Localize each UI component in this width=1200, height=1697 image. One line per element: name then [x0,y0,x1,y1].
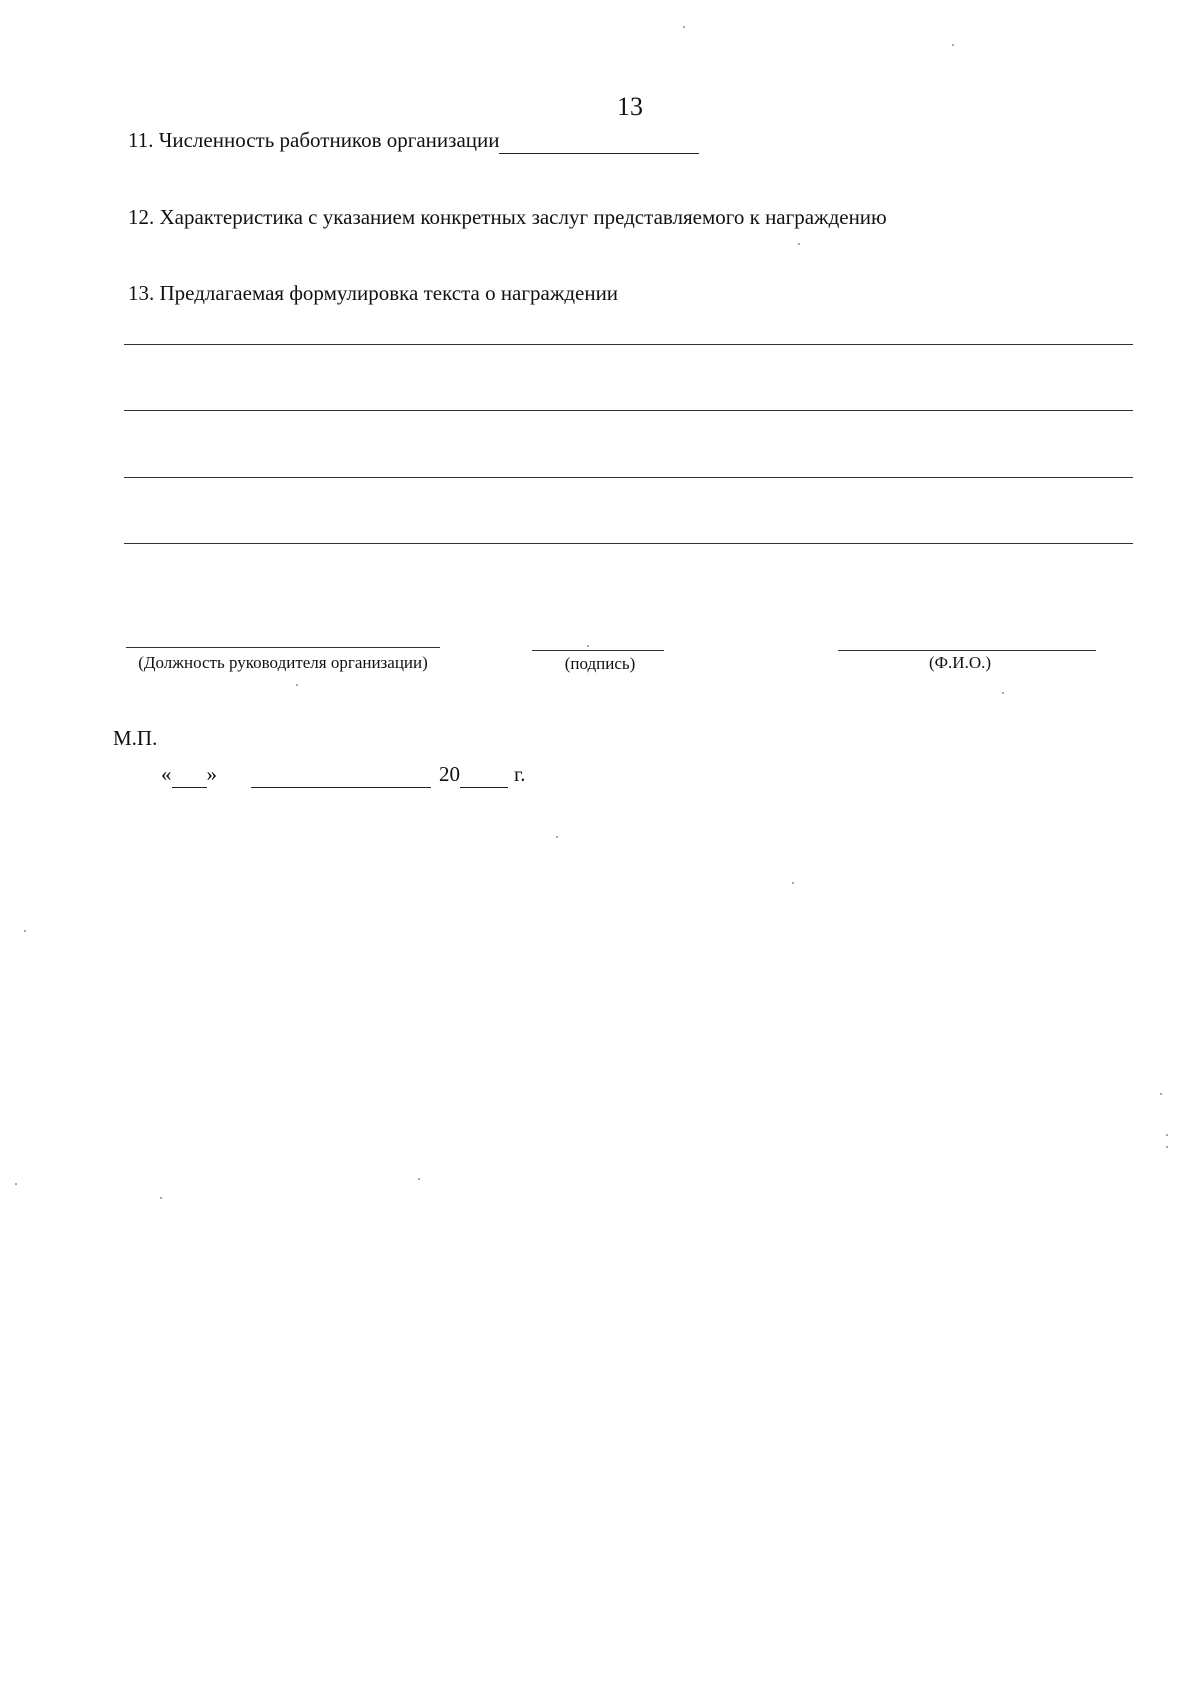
page-number: 13 [617,92,643,121]
full-name-caption: (Ф.И.О.) [928,653,992,672]
scan-speck [15,1183,17,1185]
award-wording-line-2[interactable] [124,410,1133,411]
signature-line[interactable] [532,650,664,651]
form-item-employee-count-label: 11. Численность работников организации [128,128,500,152]
scan-speck [556,836,558,838]
stamp-place-label: М.П. [113,726,158,750]
year-prefix: 20 [439,762,460,786]
scan-speck [1002,692,1004,694]
scan-speck [1160,1093,1162,1095]
award-wording-line-3[interactable] [124,477,1133,478]
scan-speck [1166,1146,1168,1148]
signature-caption: (подпись) [564,654,636,673]
award-wording-line-4[interactable] [124,543,1133,544]
date-line [161,762,526,788]
month-field[interactable] [251,762,431,788]
scan-speck [952,44,954,46]
year-suffix: г. [514,762,526,786]
year-field[interactable] [460,762,508,788]
form-item-employee-count [128,128,699,154]
scan-speck [24,930,26,932]
form-item-characteristic: 12. Характеристика с указанием конкретных заслуг представляемого к награждению [128,205,887,229]
scan-speck [160,1197,162,1199]
day-field[interactable] [172,762,207,788]
scan-speck [792,882,794,884]
scan-speck [1166,1134,1168,1136]
scan-speck [418,1178,420,1180]
employee-count-field[interactable] [499,128,699,154]
full-name-line[interactable] [838,650,1096,651]
scan-speck [798,243,800,245]
award-wording-line-1[interactable] [124,344,1133,345]
date-close-quote: » [206,762,217,786]
date-open-quote: « [161,762,172,786]
position-signature-line[interactable] [126,647,440,648]
scan-speck [587,645,589,647]
scan-speck [683,26,685,28]
scan-speck [296,684,298,686]
form-item-award-wording: 13. Предлагаемая формулировка текста о награждении [128,281,619,305]
position-caption: (Должность руководителя организации) [138,653,428,672]
